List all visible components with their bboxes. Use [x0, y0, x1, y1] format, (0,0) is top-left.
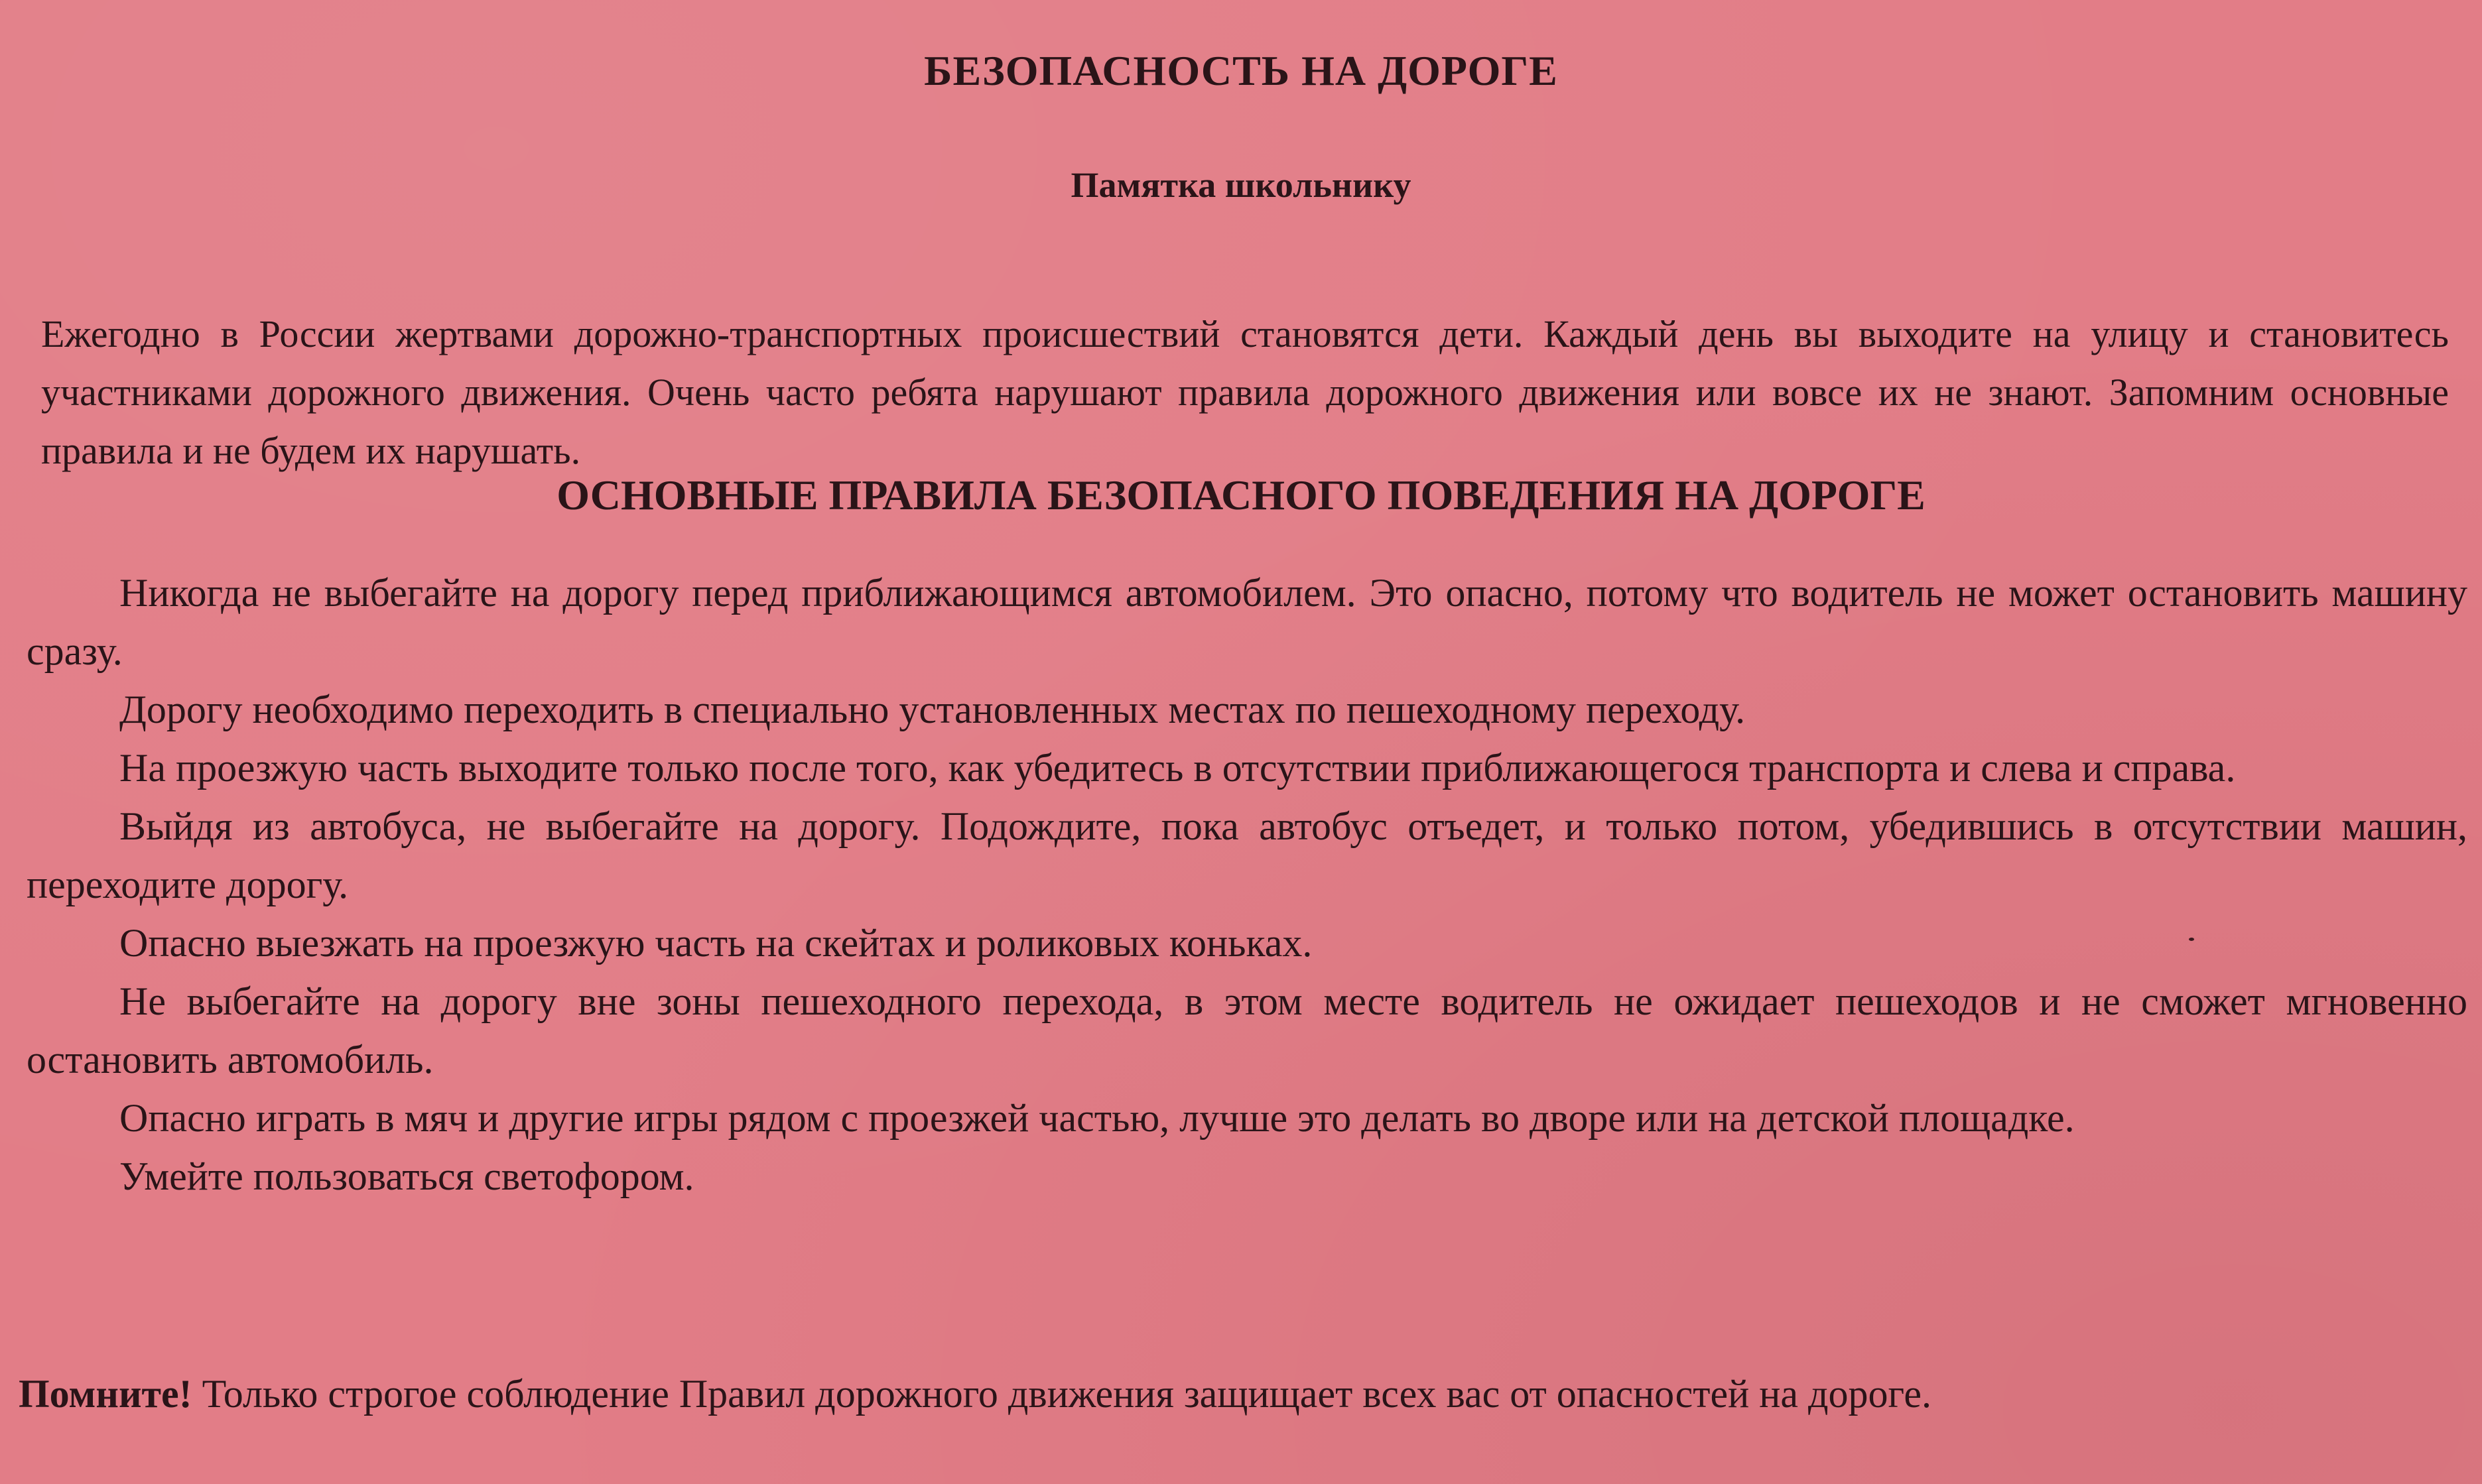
- rule-item: Не выбегайте на дорогу вне зоны пешеходного перехода, в этом месте водитель не ожидает пешеходов и не сможет мгновенно остановить автомобиль.: [27, 979, 2467, 1082]
- reminder-paragraph: [19, 1365, 2466, 1423]
- ink-speck: [2189, 938, 2194, 941]
- page-title: БЕЗОПАСНОСТЬ НА ДОРОГЕ: [924, 47, 1558, 94]
- rule-item: Умейте пользоваться светофором.: [119, 1154, 694, 1198]
- rule-item: Опасно выезжать на проезжую часть на скейтах и роликовых коньках.: [119, 921, 1313, 965]
- rule-item: Опасно играть в мяч и другие игры рядом с проезжей частью, лучше это делать во дворе или на детской площадке.: [119, 1096, 2075, 1140]
- page-subtitle: Памятка школьнику: [1071, 165, 1411, 205]
- reminder-lead: Помните!: [19, 1372, 192, 1416]
- rule-item: Выйдя из автобуса, не выбегайте на дорогу. Подождите, пока автобус отъедет, и только потом, убедившись в отсутствии машин, переходите дорогу.: [27, 804, 2467, 906]
- rules-list: [27, 564, 2467, 1206]
- reminder-text: Только строгое соблюдение Правил дорожного движения защищает всех вас от опасностей на дороге.: [202, 1372, 1931, 1416]
- rule-item: На проезжую часть выходите только после того, как убедитесь в отсутствии приближающегося транспорта и слева и справа.: [119, 746, 2236, 790]
- section-heading: ОСНОВНЫЕ ПРАВИЛА БЕЗОПАСНОГО ПОВЕДЕНИЯ НА ДОРОГЕ: [556, 471, 1926, 519]
- intro-paragraph: Ежегодно в России жертвами дорожно-транспортных происшествий становятся дети. Каждый день вы выходите на улицу и становитесь участниками дорожного движения. Очень часто ребята нарушают правила дорожного движения или вовсе их не знают. Запомним основные правила и не будем их нарушать.: [41, 312, 2449, 472]
- rule-item: Дорогу необходимо переходить в специально установленных местах по пешеходному переходу.: [119, 688, 1746, 731]
- rule-item: Никогда не выбегайте на дорогу перед приближающимся автомобилем. Это опасно, потому что водитель не может остановить машину сразу.: [27, 571, 2467, 673]
